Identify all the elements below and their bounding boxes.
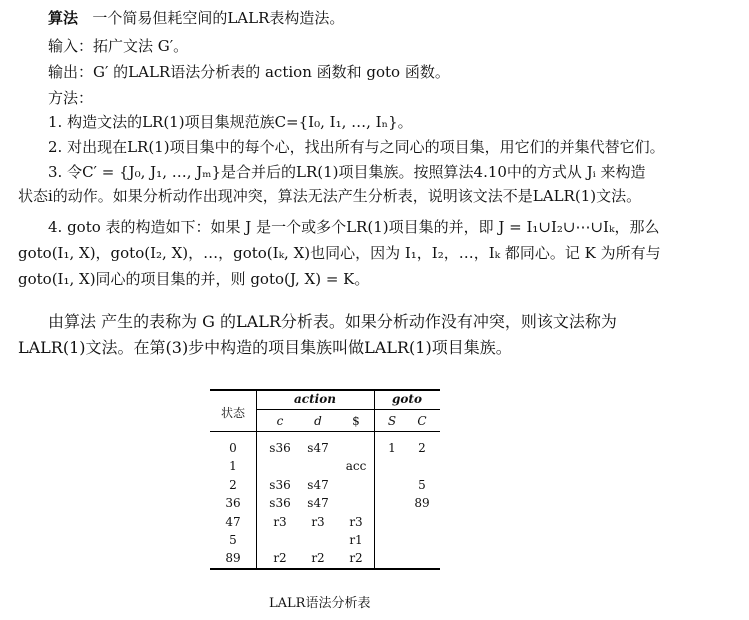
table-cell-S: 1 [388,441,396,455]
input-line [48,36,188,56]
header-rule [210,431,440,432]
table-cell-state: 89 [225,551,241,566]
step-3-line-2: 状态i的动作。如果分析动作出现冲突，算法无法产生分析表，说明该文法不是LALR(1)文法。 [18,187,642,205]
paragraph-line-2: LALR(1)文法。在第(3)步中构造的项目集族叫做LALR(1)项目集族。 [18,338,512,357]
step-4-line-3: goto(I₁, X)同心的项目集的并，则 goto(J, X) = K。 [18,270,370,288]
table-cell-c: r2 [273,551,287,566]
table-cell-state: 1 [229,459,237,474]
table-cell-c: s36 [269,441,291,455]
paragraph-line-1: 由算法 产生的表称为 G 的LALR分析表。如果分析动作没有冲突，则该文法称为 [48,312,617,331]
table-cell-state: 36 [225,496,241,511]
table-cell-d: s47 [307,477,329,492]
table-cell-d: r3 [311,514,325,529]
col-header-end: $ [352,414,360,428]
state-divider [256,389,257,569]
step-2: 2. 对出现在LR(1)项目集中的每个心，找出所有与之同心的项目集，用它们的并集代替它们。 [48,138,665,156]
table-bottom-rule [210,568,440,570]
input-text: 拓广文法 G′。 [93,37,189,55]
output-line [48,62,450,82]
table-cell-d: s47 [307,496,329,511]
table-cell-state: 47 [225,514,241,529]
input-label: 输入： [48,37,94,55]
step-3-line-1: 3. 令C′ = {J₀, J₁, …, Jₘ}是合并后的LR(1)项目集族。按照算法4.10中的方式从 Jᵢ 来构造 [48,163,646,181]
table-caption: LALR语法分析表 [269,596,371,611]
col-header-d: d [314,414,322,428]
goto-header: goto [392,392,422,406]
action-goto-divider [374,389,375,569]
action-header: action [294,392,336,406]
table-cell-C: 5 [418,477,426,492]
output-text: G′ 的LALR语法分析表的 action 函数和 goto 函数。 [93,63,450,81]
table-cell-end: r2 [349,551,363,566]
method-label: 方法： [48,89,94,107]
group-header-rule [256,409,440,410]
lalr-table [210,389,440,569]
col-header-C: C [417,414,427,428]
table-cell-end: acc [345,459,367,474]
output-label: 输出： [48,63,94,81]
step-4-line-1: 4. goto 表的构造如下：如果 J 是一个或多个LR(1)项目集的并，即 J = I₁∪I₂∪⋯∪Iₖ，那么 [48,218,660,236]
table-cell-C: 2 [418,441,426,455]
col-header-c: c [276,414,284,428]
step-1: 1. 构造文法的LR(1)项目集规范族C={I₀, I₁, …, Iₙ}。 [48,113,413,131]
table-cell-c: r3 [273,514,287,529]
algorithm-label: 算法 [48,9,79,27]
table-cell-end: r3 [349,514,363,529]
table-cell-d: s47 [307,441,329,455]
step-4-line-2: goto(I₁, X)，goto(I₂, X)，…，goto(Iₖ, X)也同心，因为 I₁，I₂，…，Iₖ 都同心。记 K 为所有与 [18,244,661,262]
table-cell-C: 89 [414,496,430,511]
table-cell-end: r1 [349,533,363,547]
algorithm-title [48,8,344,28]
table-cell-state: 0 [229,441,237,455]
table-cell-d: r2 [311,551,325,566]
state-header: 状态 [220,406,245,420]
algorithm-title-text: 一个简易但耗空间的LALR表构造法。 [92,9,345,27]
table-top-rule [210,389,440,391]
table-cell-state: 2 [229,477,237,492]
table-cell-state: 5 [229,533,237,547]
table-cell-c: s36 [269,477,291,492]
col-header-S: S [387,414,397,428]
table-cell-c: s36 [269,496,291,511]
